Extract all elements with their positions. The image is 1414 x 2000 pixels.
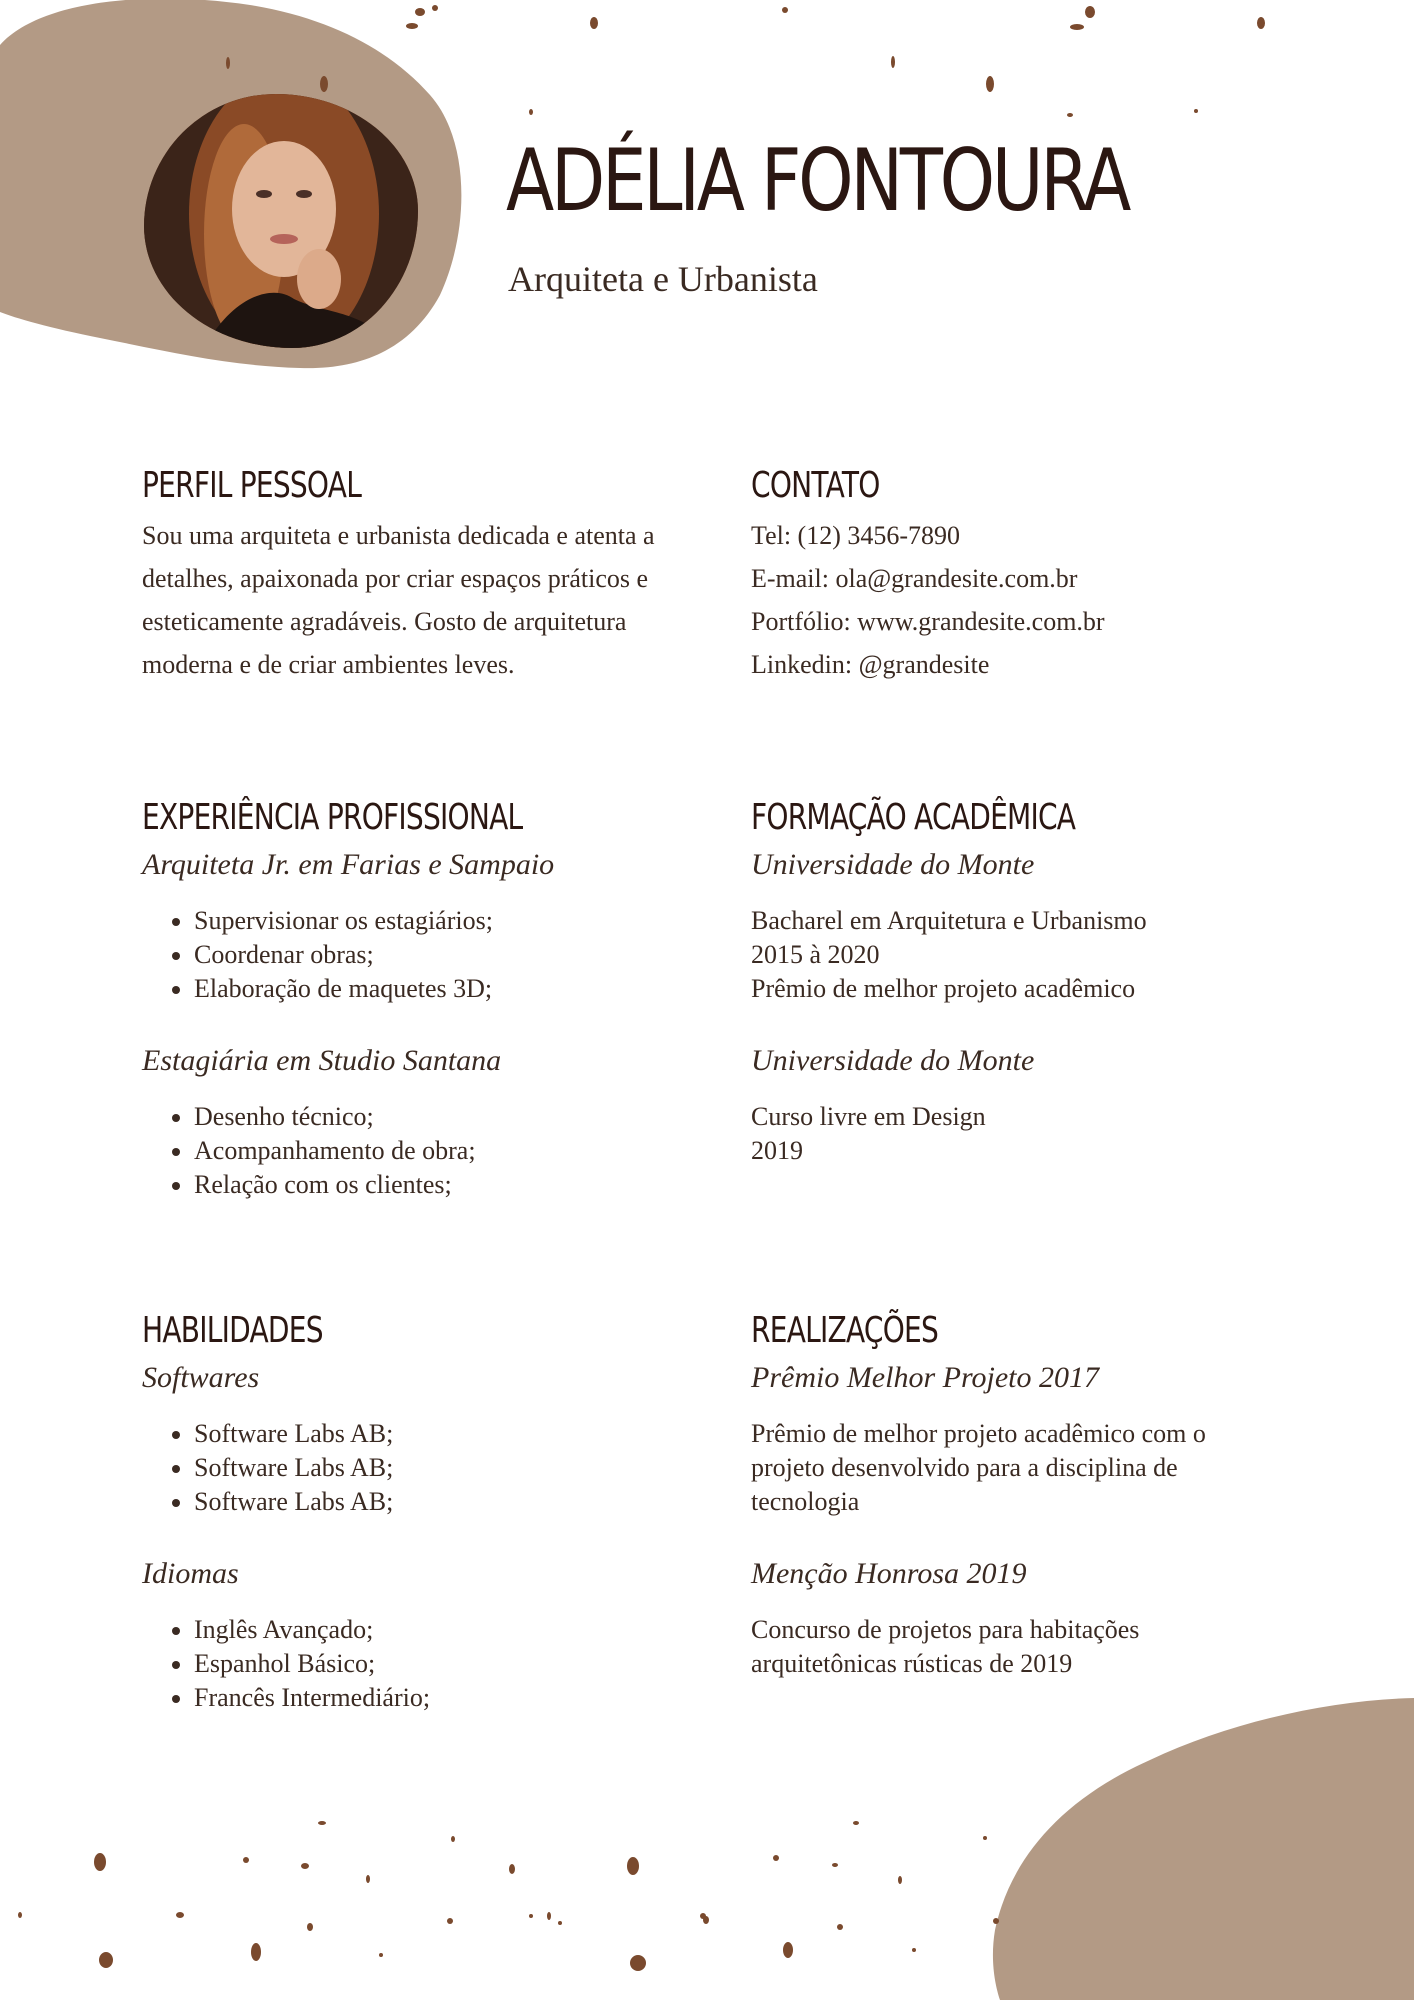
section-realizacoes: [751, 1310, 1291, 1681]
skill-list: [142, 1417, 682, 1519]
section-habilidades: [142, 1310, 682, 1715]
list-item: • Coordenar obras;: [194, 938, 682, 972]
section-title: CONTATO: [751, 465, 880, 506]
section-title: FORMAÇÃO ACADÊMICA: [751, 797, 1076, 838]
contact-list: [751, 514, 1291, 686]
candidate-name: ADÉLIA FONTOURA: [506, 131, 1129, 231]
section-perfil: [142, 465, 682, 686]
achievement-details: [751, 1417, 1291, 1519]
education-line: 2015 à 2020: [751, 940, 880, 969]
candidate-role: Arquiteta e Urbanista: [508, 259, 818, 299]
section-title: HABILIDADES: [142, 1310, 323, 1351]
bottom-right-blob: [993, 1698, 1414, 2000]
education-line: Prêmio de melhor projeto acadêmico: [751, 974, 1136, 1003]
job-title: Estagiária em Studio Santana: [142, 1044, 502, 1077]
education-details: [751, 1100, 1291, 1168]
skill-group-title: Idiomas: [142, 1557, 239, 1590]
list-item: • Relação com os clientes;: [194, 1168, 682, 1202]
education-line: 2019: [751, 1136, 803, 1165]
list-item: • Supervisionar os estagiários;: [194, 904, 682, 938]
education-line: Curso livre em Design: [751, 1102, 986, 1131]
school-name: Universidade do Monte: [751, 1044, 1035, 1077]
job-title: Arquiteta Jr. em Farias e Sampaio: [142, 848, 555, 881]
list-item: • Acompanhamento de obra;: [194, 1134, 682, 1168]
list-item: • Desenho técnico;: [194, 1100, 682, 1134]
list-item: • Elaboração de maquetes 3D;: [194, 972, 682, 1006]
skill-group-title: Softwares: [142, 1361, 260, 1394]
achievement-details: [751, 1613, 1291, 1681]
achievement-line: Concurso de projetos para habitações: [751, 1615, 1140, 1644]
section-contato: [751, 465, 1291, 686]
contact-portfolio: Portfólio: www.grandesite.com.br: [751, 607, 1105, 636]
school-name: Universidade do Monte: [751, 848, 1035, 881]
section-formacao: [751, 797, 1291, 1168]
achievement-line: Prêmio de melhor projeto acadêmico com o: [751, 1419, 1206, 1448]
education-line: Bacharel em Arquitetura e Urbanismo: [751, 906, 1147, 935]
list-item: • Software Labs AB;: [194, 1451, 682, 1485]
list-item: • Francês Intermediário;: [194, 1681, 682, 1715]
list-item: • Espanhol Básico;: [194, 1647, 682, 1681]
list-item: • Inglês Avançado;: [194, 1613, 682, 1647]
job-duties: [142, 904, 682, 1006]
list-item: • Software Labs AB;: [194, 1417, 682, 1451]
achievement-line: projeto desenvolvido para a disciplina de: [751, 1453, 1178, 1482]
contact-phone: Tel: (12) 3456-7890: [751, 521, 961, 550]
section-title: PERFIL PESSOAL: [142, 465, 362, 506]
perfil-text: Sou uma arquiteta e urbanista dedicada e atenta a detalhes, apaixonada por criar espaços práticos e esteticamente agradáveis. Gosto de arquitetura moderna e de criar ambientes leves.: [142, 521, 655, 679]
achievement-line: tecnologia: [751, 1487, 860, 1516]
contact-linkedin: Linkedin: @grandesite: [751, 650, 990, 679]
list-item: • Software Labs AB;: [194, 1485, 682, 1519]
contact-email: E-mail: ola@grandesite.com.br: [751, 564, 1078, 593]
section-title: EXPERIÊNCIA PROFISSIONAL: [142, 797, 523, 838]
job-duties: [142, 1100, 682, 1202]
section-experiencia: [142, 797, 682, 1202]
achievement-title: Menção Honrosa 2019: [751, 1557, 1027, 1590]
language-list: [142, 1613, 682, 1715]
education-details: [751, 904, 1291, 1006]
section-title: REALIZAÇÕES: [751, 1310, 939, 1351]
achievement-line: arquitetônicas rústicas de 2019: [751, 1649, 1073, 1678]
profile-photo: [144, 94, 418, 348]
achievement-title: Prêmio Melhor Projeto 2017: [751, 1361, 1100, 1394]
